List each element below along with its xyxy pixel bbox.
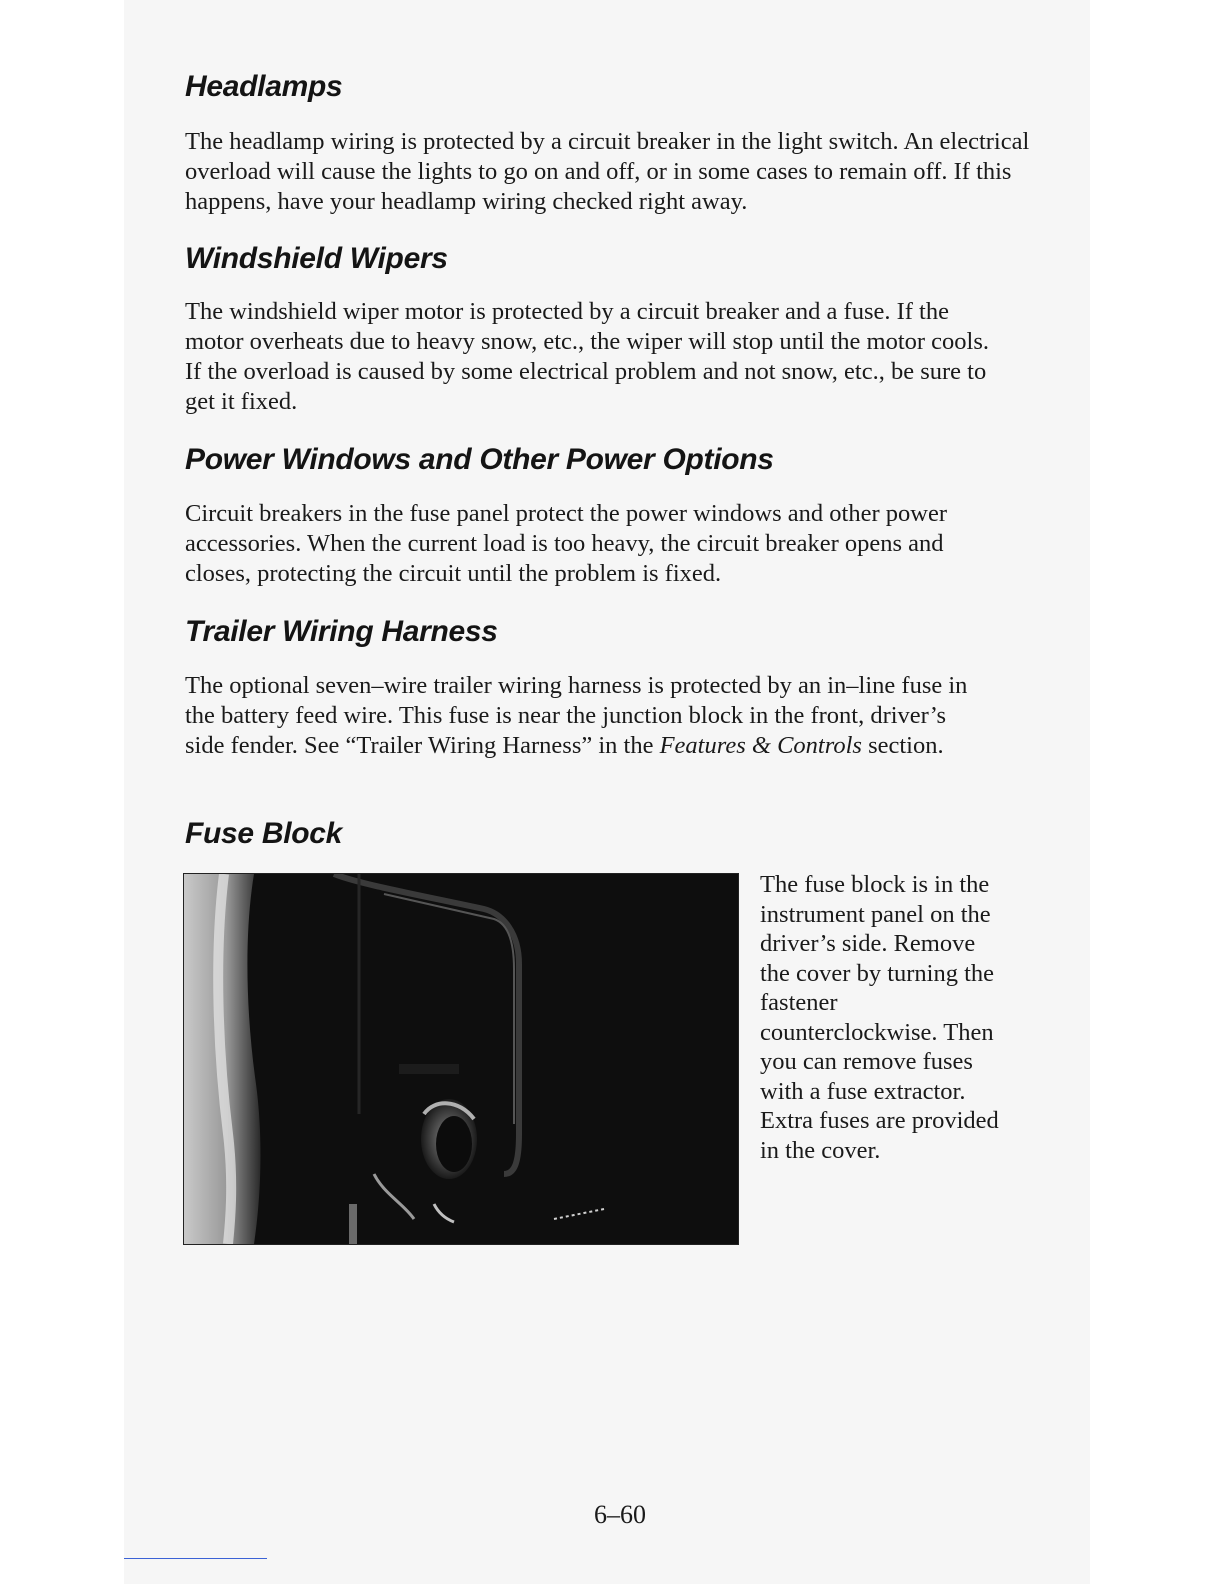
trailer-text-italic: Features & Controls — [659, 732, 862, 759]
paragraph-trailer-wiring — [185, 671, 985, 761]
footer-rule — [124, 1558, 267, 1559]
fuse-block-photo — [183, 873, 739, 1245]
heading-fuse-block: Fuse Block — [185, 817, 343, 850]
paragraph-headlamps: The headlamp wiring is protected by a circuit breaker in the light switch. An electrical overload will cause the lights to go on and off, or in some cases to remain off. If this happens, have your headlamp wiring checked right away. — [185, 128, 1030, 215]
page — [124, 0, 1090, 1584]
paragraph-power-windows: Circuit breakers in the fuse panel protect the power windows and other power accessories. When the current load is too heavy, the circuit breaker opens and closes, protecting the circuit until the problem is fixed. — [185, 500, 947, 587]
heading-windshield-wipers: Windshield Wipers — [185, 242, 448, 275]
paragraph-fuse-block: The fuse block is in the instrument panel on the driver’s side. Remove the cover by turning the fastener counterclockwise. Then you can remove fuses with a fuse extractor. Extra fuses are provided in the cover. — [760, 871, 999, 1164]
heading-trailer-wiring: Trailer Wiring Harness — [185, 615, 498, 648]
fuse-block-photo-image — [184, 874, 738, 1244]
heading-headlamps: Headlamps — [185, 70, 343, 103]
paragraph-windshield-wipers: The windshield wiper motor is protected by a circuit breaker and a fuse. If the motor overheats due to heavy snow, etc., the wiper will stop until the motor cools. If the overload is caused by some electrical problem and not snow, etc., be sure to get it fixed. — [185, 298, 990, 415]
page-number: 6–60 — [594, 1500, 646, 1529]
heading-power-windows: Power Windows and Other Power Options — [185, 443, 774, 476]
trailer-text-start: The optional seven–wire trailer wiring harness is protected by an in–line fuse in the battery feed wire. This fuse is near the junction block in the front, driver’s side fender. See “Trailer Wiring Harness” in the — [185, 672, 968, 759]
trailer-text-end: section. — [861, 732, 944, 759]
